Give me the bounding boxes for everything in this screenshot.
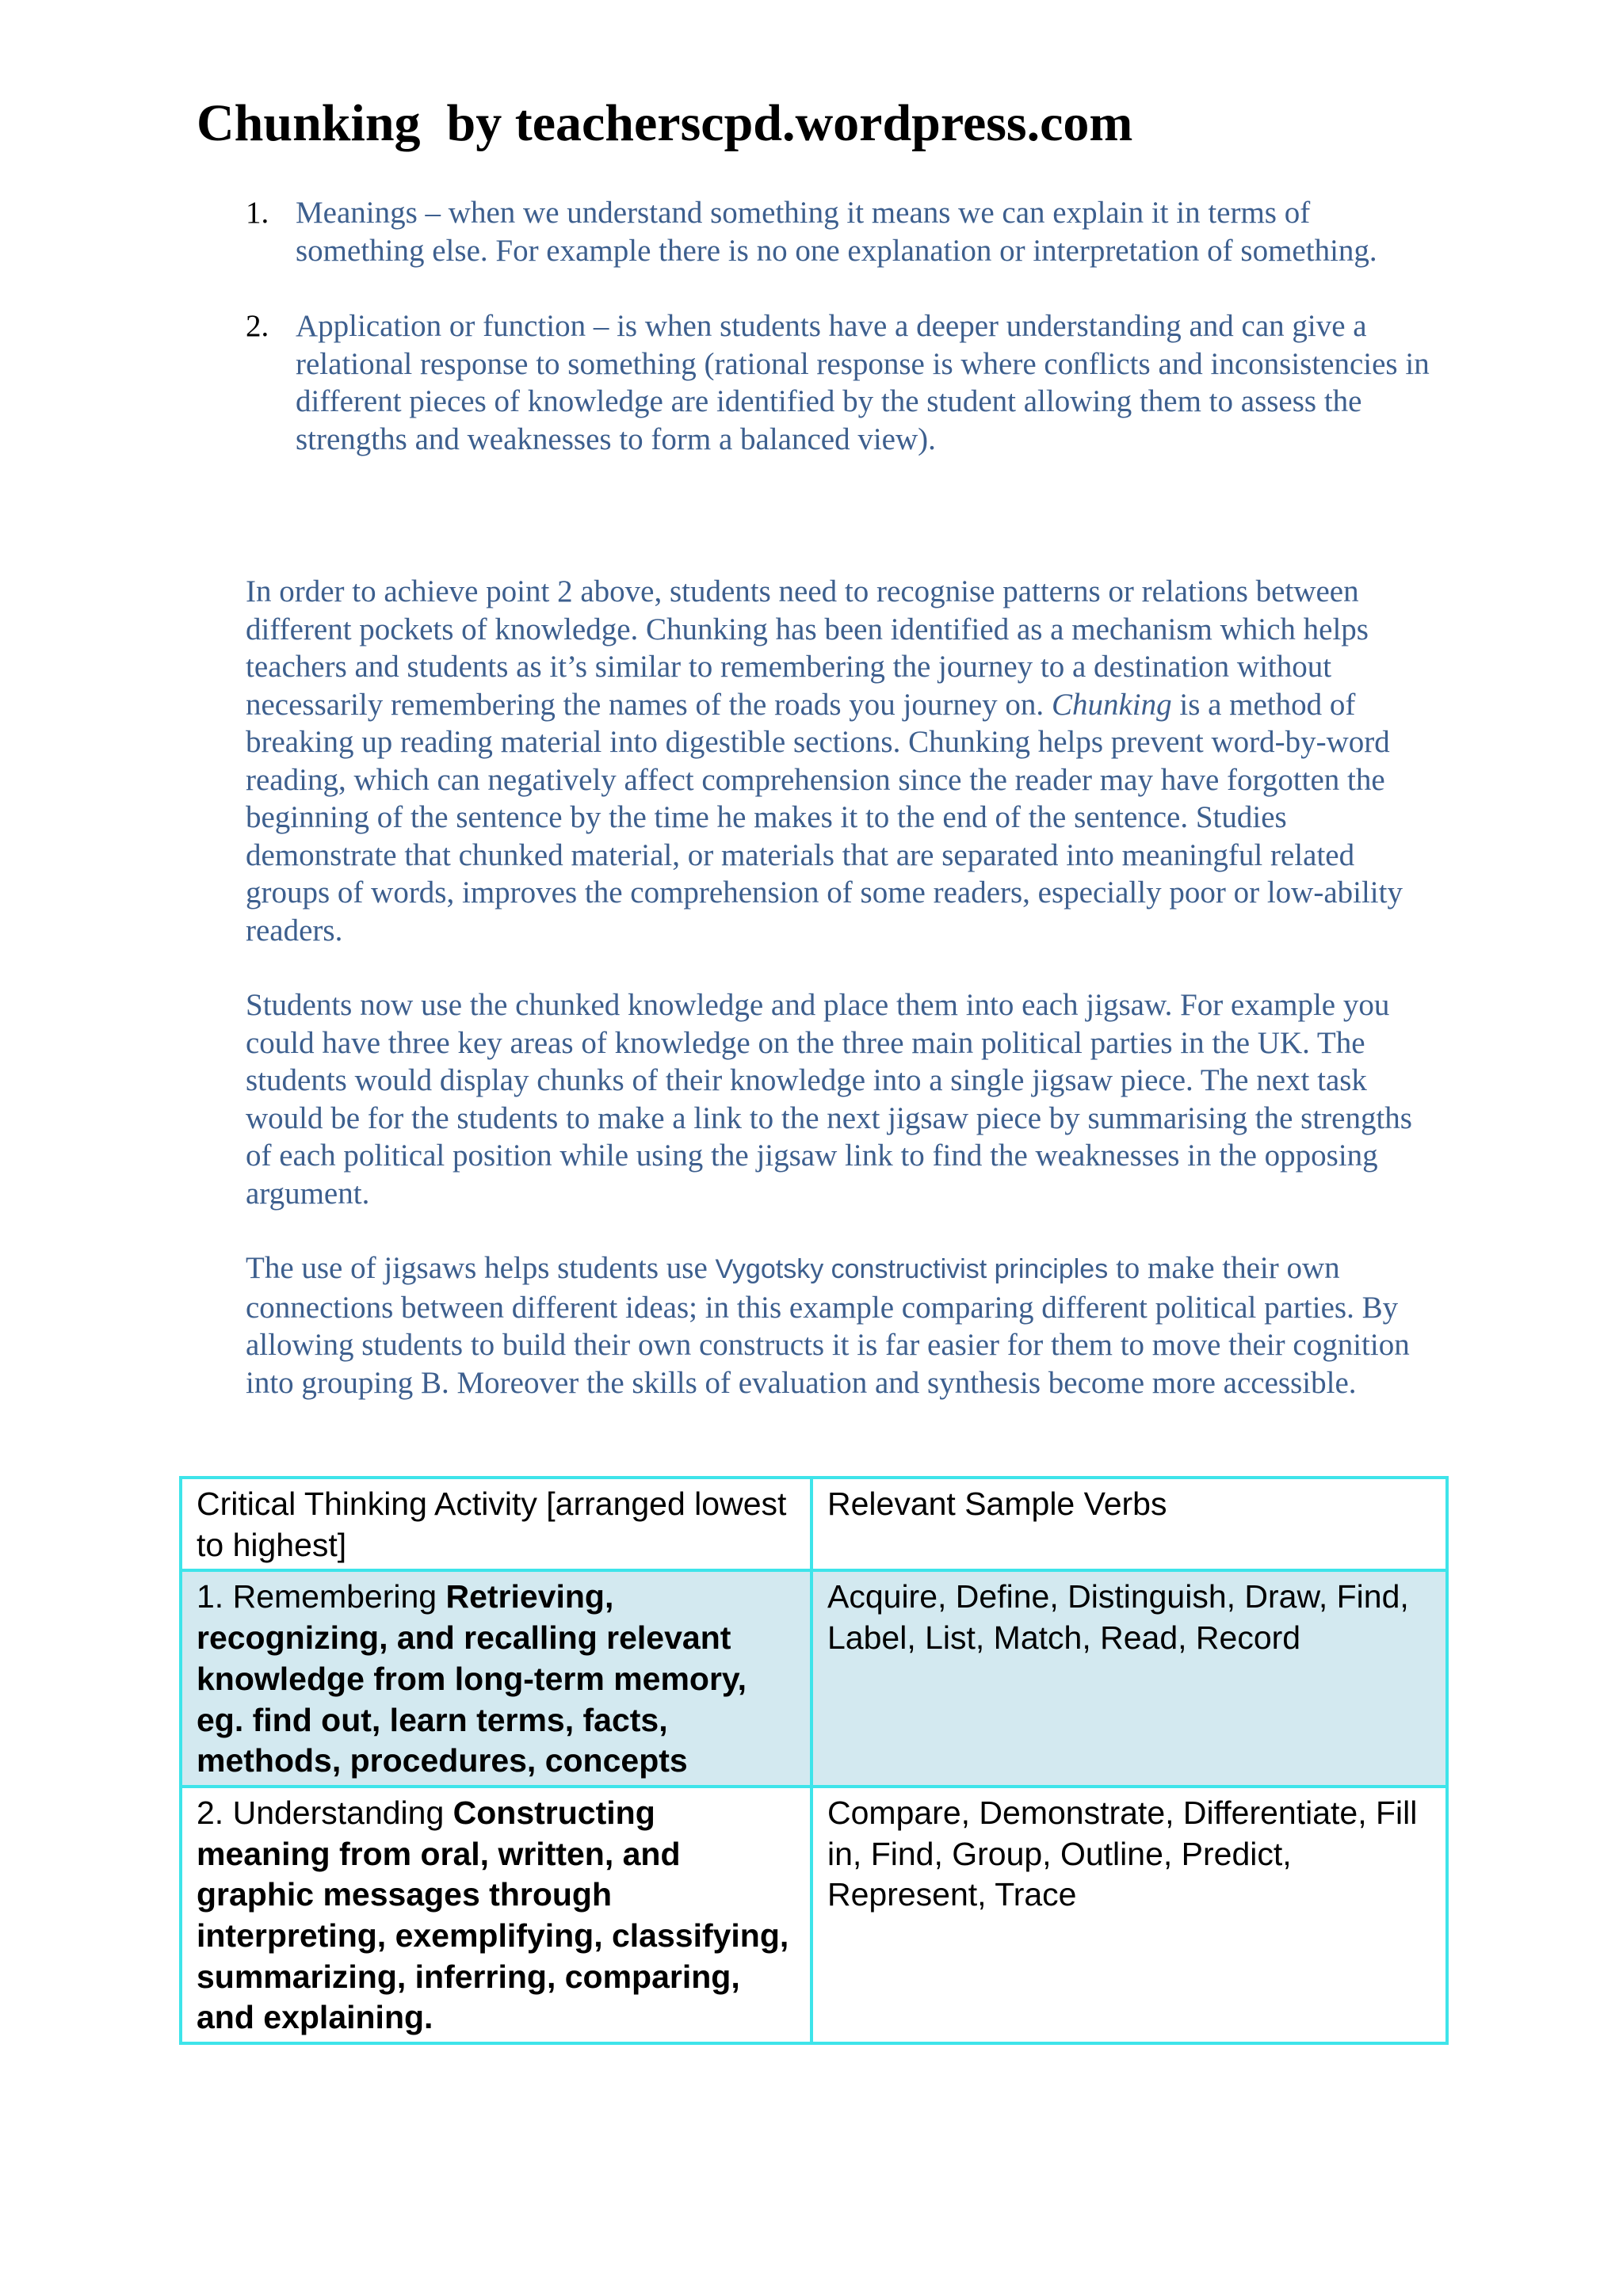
table-row <box>181 1787 1447 2043</box>
table-cell-activity <box>181 1570 812 1787</box>
table-header-row <box>181 1478 1447 1570</box>
table-row <box>181 1570 1447 1787</box>
paragraph-text: The use of jigsaws helps students use <box>246 1251 716 1285</box>
numbered-list <box>246 194 1434 496</box>
list-item-text: Meanings – when we understand something it means we can explain it in terms of something else. For example there is no one explanation or interpretation of something. <box>296 196 1377 268</box>
table-cell-verbs: Acquire, Define, Distinguish, Draw, Find, Label, List, Match, Read, Record <box>812 1570 1447 1787</box>
table-cell-verbs: Compare, Demonstrate, Differentiate, Fill in, Find, Group, Outline, Predict, Represent, Trace <box>812 1787 1447 2043</box>
activity-level: 1. Remembering <box>197 1578 446 1615</box>
table-header-cell: Relevant Sample Verbs <box>812 1478 1447 1570</box>
list-item <box>246 194 1434 269</box>
activity-level: 2. Understanding <box>197 1794 453 1831</box>
list-number: 2. <box>246 309 269 343</box>
paragraph-chunking-intro <box>246 573 1434 949</box>
paragraph-vygotsky <box>246 1249 1434 1402</box>
activity-description: Constructing meaning from oral, written, and graphic messages through interpreting, exemplifying, classifying, summarizing, inferring, comparing, and explaining. <box>197 1794 789 2036</box>
list-item-text: Application or function – is when students have a deeper understanding and can give a relational response to something (rational response is where conflicts and inconsistencies in different pieces of knowledge are identified by the student allowing them to assess the strengths and weaknesses to form a balanced view). <box>296 309 1430 456</box>
italic-term: Chunking <box>1051 687 1172 722</box>
body-paragraphs <box>246 573 1434 1439</box>
sans-phrase: Vygotsky constructivist principles <box>715 1254 1109 1284</box>
paragraph-jigsaw: Students now use the chunked knowledge and place them into each jigsaw. For example you could have three key areas of knowledge on the three main political parties in the UK. The students would display chunks of their knowledge into a single jigsaw piece. The next task would be for the students to make a link to the next jigsaw piece by summarising the strengths of each political position while using the jigsaw link to find the weaknesses in the opposing argument. <box>246 988 1412 1211</box>
paragraph-text: to make their own connections between different ideas; in this example comparing different political parties. By allowing students to build their own constructs it is far easier for them to move their cognition into grouping B. Moreover the skills of evaluation and synthesis become more accessible. <box>246 1251 1410 1400</box>
paragraph-text: In order to achieve point 2 above, students need to recognise patterns or relations between different pockets of knowledge. Chunking has been identified as a mechanism which helps teachers and students as it’s similar to remembering the journey to a destination without necessarily remembering the names of the roads you journey on. <box>246 574 1369 722</box>
activity-description: Retrieving, recognizing, and recalling relevant knowledge from long-term memory, eg. find out, learn terms, facts, methods, procedures, concepts <box>197 1578 747 1779</box>
critical-thinking-table <box>179 1476 1449 2045</box>
page-title: Chunking by teacherscpd.wordpress.com <box>197 94 1133 152</box>
table-cell-activity <box>181 1787 812 2043</box>
table-header-cell: Critical Thinking Activity [arranged lowest to highest] <box>181 1478 812 1570</box>
list-item <box>246 307 1434 458</box>
paragraph-text: is a method of breaking up reading material into digestible sections. Chunking helps prevent word-by-word reading, which can negatively affect comprehension since the reader may have forgotten the beginning of the sentence by the time he makes it to the end of the sentence. Studies demonstrate that chunked material, or materials that are separated into meaningful related groups of words, improves the comprehension of some readers, especially poor or low-ability readers. <box>246 687 1403 948</box>
list-number: 1. <box>246 196 269 230</box>
